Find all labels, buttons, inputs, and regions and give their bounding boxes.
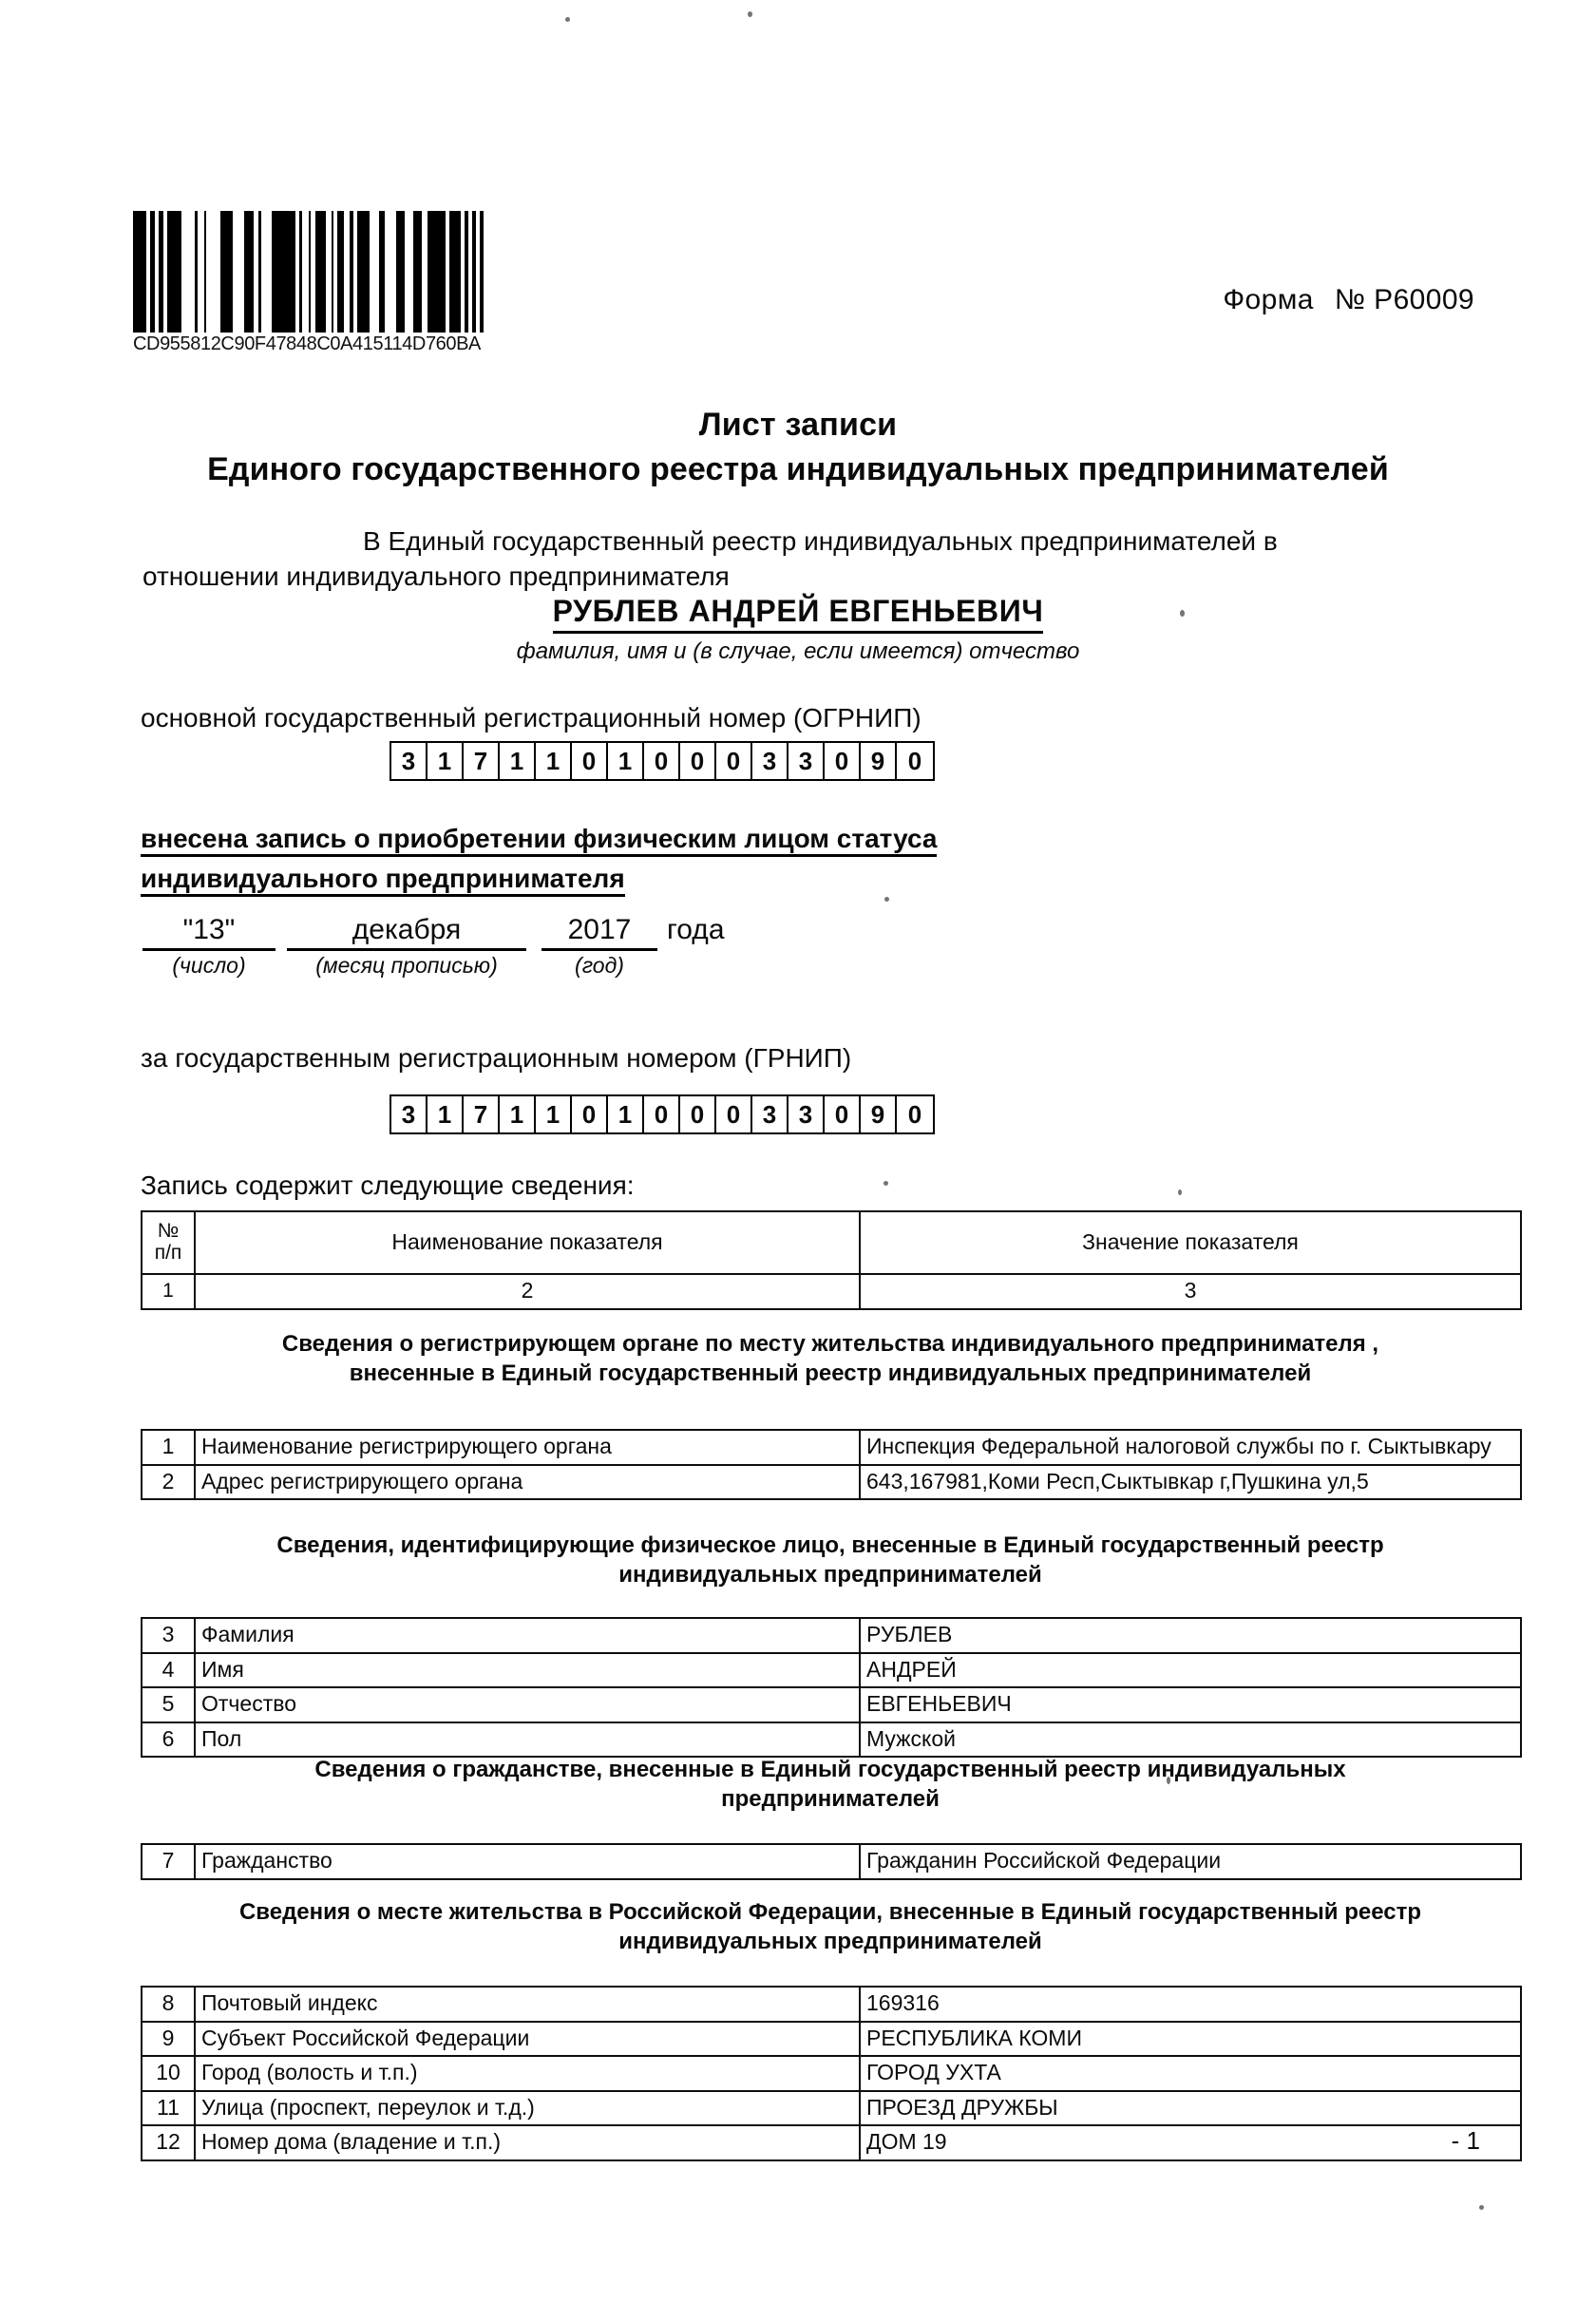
- date-day: [142, 914, 276, 979]
- row-value: Мужской: [860, 1722, 1521, 1758]
- section-reg-line1: Сведения о регистрирующем органе по месту жительства индивидуального предпринимателя ,: [281, 1331, 1379, 1357]
- table-row: [142, 1687, 1521, 1722]
- scan-speck: [1178, 1189, 1182, 1195]
- ogrnip-digit-boxes: [390, 741, 935, 781]
- row-name: Наименование регистрирующего органа: [195, 1430, 860, 1465]
- date-month: [287, 914, 526, 979]
- digit-cell: 3: [752, 743, 788, 779]
- index-cell-3: 3: [860, 1274, 1521, 1309]
- table-address: [141, 1986, 1522, 2161]
- row-value: Инспекция Федеральной налоговой службы по г. Сыктывкару: [860, 1430, 1521, 1465]
- date-year: [542, 914, 657, 979]
- table-row: [142, 2022, 1521, 2057]
- grnip-digit-boxes: [390, 1094, 935, 1134]
- index-cell-1: 1: [142, 1274, 195, 1309]
- digit-cell: 9: [861, 743, 897, 779]
- date-year-value: 2017: [542, 914, 657, 951]
- section-title-citizenship: [141, 1756, 1520, 1814]
- row-value: РЕСПУБЛИКА КОМИ: [860, 2022, 1521, 2057]
- page-title-line1: Лист записи: [698, 407, 898, 443]
- section-addr-line1: Сведения о месте жительства в Российской Федерации, внесенные в Единый государственный реестр: [238, 1899, 1422, 1925]
- digit-cell: 3: [391, 743, 428, 779]
- page-title-line2: Единого государственного реестра индивидуальных предпринимателей: [207, 451, 1389, 487]
- row-value: Гражданин Российской Федерации: [860, 1844, 1521, 1879]
- digit-cell: 7: [464, 743, 500, 779]
- table-row: [142, 2091, 1521, 2126]
- table-address-body: [142, 1987, 1521, 2160]
- row-name: Фамилия: [195, 1618, 860, 1653]
- barcode-image: [133, 211, 484, 333]
- table-row: [142, 1465, 1521, 1500]
- section-title-person: [141, 1531, 1520, 1589]
- table-person: [141, 1617, 1522, 1758]
- table-row: [142, 1987, 1521, 2022]
- scan-speck: [884, 1181, 888, 1186]
- row-num: 2: [142, 1465, 195, 1500]
- row-value: 643,167981,Коми Респ,Сыктывкар г,Пушкина ул,5: [860, 1465, 1521, 1500]
- table-index-row: [142, 1274, 1521, 1309]
- date-month-value: декабря: [287, 914, 526, 951]
- digit-cell: 1: [536, 1096, 572, 1132]
- digit-cell: 1: [428, 1096, 464, 1132]
- header-cell-value: Значение показателя: [860, 1211, 1521, 1274]
- intro-paragraph: [142, 524, 1472, 595]
- digit-cell: 1: [500, 1096, 536, 1132]
- digit-cell: 0: [572, 743, 608, 779]
- digit-cell: 3: [788, 743, 825, 779]
- row-num: 8: [142, 1987, 195, 2022]
- row-num: 9: [142, 2022, 195, 2057]
- header-cell-name: Наименование показателя: [195, 1211, 860, 1274]
- date-day-caption: (число): [172, 953, 246, 978]
- form-number-value: № Р60009: [1334, 284, 1474, 315]
- table-reg: [141, 1429, 1522, 1500]
- digit-cell: 0: [907, 746, 922, 775]
- digit-cell: 0: [907, 1099, 922, 1129]
- row-num: 1: [142, 1430, 195, 1465]
- row-value: РУБЛЕВ: [860, 1618, 1521, 1653]
- row-num: 6: [142, 1722, 195, 1758]
- row-value: ПРОЕЗД ДРУЖБЫ: [860, 2091, 1521, 2126]
- grnip-label: за государственным регистрационным номером (ГРНИП): [141, 1043, 852, 1073]
- row-name: Номер дома (владение и т.п.): [195, 2125, 860, 2160]
- table-row: [142, 1618, 1521, 1653]
- digit-cell: 0: [825, 743, 861, 779]
- table-row: [142, 2125, 1521, 2160]
- row-num: 7: [142, 1844, 195, 1879]
- digit-cell: 1: [536, 743, 572, 779]
- digit-cell: 0: [680, 1096, 716, 1132]
- section-person-line1: Сведения, идентифицирующие физическое лицо, внесенные в Единый государственный реестр: [276, 1532, 1384, 1558]
- digit-cell: 1: [428, 743, 464, 779]
- date-year-suffix: года: [667, 914, 725, 945]
- full-name: РУБЛЕВ АНДРЕЙ ЕВГЕНЬЕВИЧ: [553, 594, 1044, 634]
- table-reg-body: [142, 1430, 1521, 1499]
- row-name: Адрес регистрирующего органа: [195, 1465, 860, 1500]
- row-name: Почтовый индекс: [195, 1987, 860, 2022]
- page-number: - 1: [1451, 2126, 1480, 2155]
- row-value: ДОМ 19: [860, 2125, 1521, 2160]
- row-num: 10: [142, 2056, 195, 2091]
- row-num: 11: [142, 2091, 195, 2126]
- form-number: [1223, 284, 1474, 316]
- index-cell-2: 2: [195, 1274, 860, 1309]
- section-person-line2: индивидуальных предпринимателей: [618, 1561, 1042, 1588]
- section-citiz-line1: Сведения о гражданстве, внесенные в Единый государственный реестр индивидуальных: [314, 1757, 1346, 1782]
- table-row: [142, 1653, 1521, 1688]
- registration-date-block: [142, 914, 808, 999]
- digit-cell: 1: [608, 743, 644, 779]
- row-value: АНДРЕЙ: [860, 1653, 1521, 1688]
- row-name: Субъект Российской Федерации: [195, 2022, 860, 2057]
- digit-cell: 0: [644, 1096, 680, 1132]
- table-header-row: [142, 1211, 1521, 1274]
- record-contains-label: Запись содержит следующие сведения:: [141, 1170, 635, 1200]
- row-num: 3: [142, 1618, 195, 1653]
- digit-cell: 0: [825, 1096, 861, 1132]
- section-addr-line2: индивидуальных предпринимателей: [618, 1928, 1042, 1954]
- section-citiz-line2: предпринимателей: [721, 1785, 940, 1812]
- scan-speck: [748, 11, 752, 17]
- table-row: [142, 1844, 1521, 1879]
- row-name: Пол: [195, 1722, 860, 1758]
- record-statement-line2: индивидуального предпринимателя: [141, 864, 625, 897]
- full-name-caption: фамилия, имя и (в случае, если имеется) отчество: [516, 638, 1080, 664]
- digit-cell: 9: [861, 1096, 897, 1132]
- table-person-body: [142, 1618, 1521, 1757]
- row-value: ЕВГЕНЬЕВИЧ: [860, 1687, 1521, 1722]
- record-statement-line1: внесена запись о приобретении физическим лицом статуса: [141, 824, 937, 857]
- scan-speck: [565, 17, 570, 22]
- table-column-header: [141, 1210, 1522, 1310]
- digit-cell: 0: [716, 1096, 752, 1132]
- intro-line-2: отношении индивидуального предпринимателя: [142, 561, 730, 591]
- row-num: 5: [142, 1687, 195, 1722]
- digit-cell: 0: [644, 743, 680, 779]
- scan-speck: [1479, 2205, 1484, 2210]
- section-title-address: [141, 1898, 1520, 1956]
- digit-cell: 3: [391, 1096, 428, 1132]
- row-name: Город (волость и т.п.): [195, 2056, 860, 2091]
- digit-cell: 1: [500, 743, 536, 779]
- digit-cell: 3: [752, 1096, 788, 1132]
- section-reg-line2: внесенные в Единый государственный реестр индивидуальных предпринимателей: [349, 1360, 1312, 1386]
- row-value: ГОРОД УХТА: [860, 2056, 1521, 2091]
- table-row: [142, 1430, 1521, 1465]
- barcode-block: [133, 211, 484, 355]
- ogrnip-label: основной государственный регистрационный номер (ОГРНИП): [141, 703, 922, 732]
- digit-cell: 3: [788, 1096, 825, 1132]
- row-name: Имя: [195, 1653, 860, 1688]
- table-citizenship-body: [142, 1844, 1521, 1879]
- header-cell-num: [142, 1211, 195, 1274]
- date-day-value: "13": [142, 914, 276, 951]
- header-num-line1: №: [157, 1220, 180, 1243]
- section-title-reg: [141, 1330, 1520, 1388]
- row-name: Отчество: [195, 1687, 860, 1722]
- row-value: 169316: [860, 1987, 1521, 2022]
- row-name: Улица (проспект, переулок и т.д.): [195, 2091, 860, 2126]
- record-statement: [141, 819, 1262, 899]
- digit-cell: 0: [680, 743, 716, 779]
- table-row: [142, 1722, 1521, 1758]
- full-name-block: [0, 594, 1596, 634]
- barcode-text: CD955812C90F47848C0A415114D760BA: [133, 333, 481, 354]
- form-label: Форма: [1223, 284, 1314, 315]
- table-row: [142, 2056, 1521, 2091]
- digit-cell: 0: [572, 1096, 608, 1132]
- intro-line-1: В Единый государственный реестр индивидуальных предпринимателей в: [363, 526, 1278, 556]
- date-year-caption: (год): [575, 953, 624, 978]
- row-name: Гражданство: [195, 1844, 860, 1879]
- row-num: 4: [142, 1653, 195, 1688]
- table-citizenship: [141, 1843, 1522, 1880]
- row-num: 12: [142, 2125, 195, 2160]
- document-header: [0, 211, 1596, 382]
- date-month-caption: (месяц прописью): [315, 953, 498, 978]
- digit-cell: 0: [716, 743, 752, 779]
- digit-cell: 1: [608, 1096, 644, 1132]
- header-num-line2: п/п: [154, 1241, 182, 1264]
- digit-cell: 7: [464, 1096, 500, 1132]
